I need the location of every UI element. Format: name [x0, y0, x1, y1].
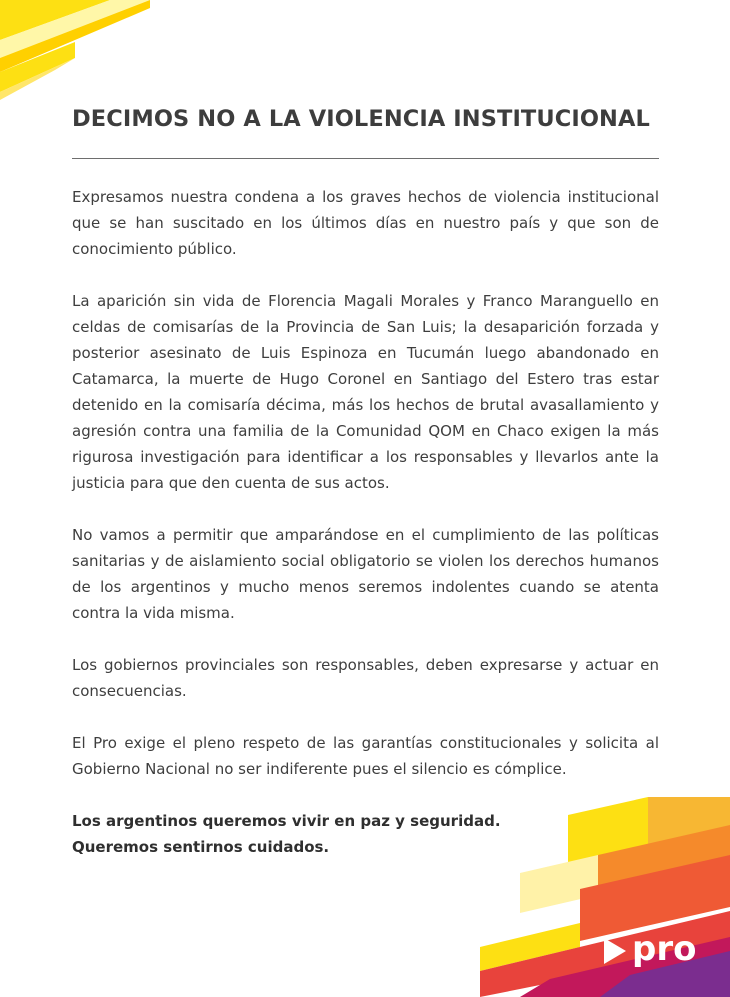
- closing-line: Los argentinos queremos vivir en paz y seguridad.: [72, 812, 501, 830]
- paragraph: El Pro exige el pleno respeto de las garantías constitucionales y solicita al Gobierno Nacional no ser indiferente pues el silencio es cómplice.: [72, 734, 659, 778]
- logo-text: pro: [632, 929, 697, 969]
- paragraph: Expresamos nuestra condena a los graves hechos de violencia institucional que se han suscitado en los últimos días en nuestro país y que son de conocimiento público.: [72, 188, 659, 258]
- paragraph: No vamos a permitir que amparándose en el cumplimiento de las políticas sanitarias y de aislamiento social obligatorio se violen los derechos humanos de los argentinos y mucho menos seremos indolentes cuando se atenta contra la vida misma.: [72, 526, 659, 622]
- paragraph: Los gobiernos provinciales son responsables, deben expresarse y actuar en consecuencias.: [72, 656, 659, 700]
- page-title: DECIMOS NO A LA VIOLENCIA INSTITUCIONAL: [72, 106, 650, 132]
- pro-logo: [602, 922, 714, 972]
- play-triangle-icon: [604, 938, 626, 964]
- statement-body: [72, 184, 659, 886]
- closing-line: Queremos sentirnos cuidados.: [72, 838, 330, 856]
- paragraph: La aparición sin vida de Florencia Magali Morales y Franco Maranguello en celdas de comisarías de la Provincia de San Luis; la desaparición forzada y posterior asesinato de Luis Espinoza en Tucumán luego abandonado en Catamarca, la muerte de Hugo Coronel en Santiago del Estero tras estar detenido en la comisaría décima, más los hechos de brutal avasallamiento y agresión contra una familia de la Comunidad QOM en Chaco exigen la más rigurosa investigación para identificar a los responsables y llevarlos ante la justicia para que den cuenta de sus actos.: [72, 292, 659, 492]
- title-divider: [72, 158, 659, 159]
- corner-decoration-top-left: [0, 0, 150, 100]
